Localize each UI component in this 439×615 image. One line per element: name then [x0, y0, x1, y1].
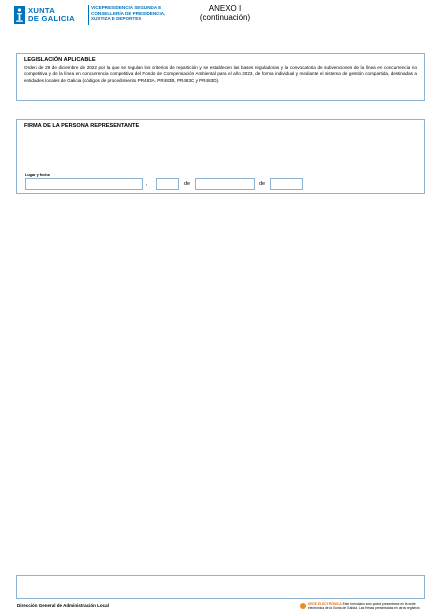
annex-subtitle: (continuación): [199, 13, 251, 22]
electronic-seal-icon: [300, 603, 306, 609]
de-separator-1: de: [184, 181, 191, 187]
legislation-section: [16, 53, 425, 101]
logo-line-2: DE GALICIA: [28, 14, 75, 23]
place-date-label: Lugar y fecha: [25, 173, 50, 177]
department-line-2: CONSELLERÍA DE PRESIDENCIA,: [91, 10, 166, 16]
signature-title: FIRMA DE LA PERSONA REPRESENTANTE: [24, 123, 140, 129]
bottom-empty-box: [16, 575, 425, 599]
year-input[interactable]: [270, 178, 303, 190]
footer-note: [308, 602, 430, 610]
annex-heading: [190, 4, 260, 22]
xunta-emblem-icon: [14, 6, 25, 24]
footer-department: Dirección General de Administración Local: [17, 603, 109, 608]
legislation-text: Orden de 29 de diciembre de 2022 por la que se regulan los criterios de repartición y se establecen las bases reguladoras y la convocatoria de subvenciones de la línea en concurrencia no competitiva y de la línea en concurrencia competitiva del Fondo de Compensación Ambiental para el año 2023, de forma individual y mediante el sistema de gestión compartida, destinadas a entidades locales de Galicia (códigos de procedimiento PR483A, PR483B, PR483C y PR483D).: [24, 65, 417, 83]
legislation-title: LEGISLACIÓN APLICABLE: [24, 57, 96, 63]
department-line-3: XUSTIZA E DEPORTES: [91, 16, 142, 22]
footer-note-text: Este formulario solo podrá presentarse en la sede electrónica de la Xunta de Galicia. Las firmas presentadas en otros registros: [308, 602, 420, 610]
month-input[interactable]: [195, 178, 255, 190]
department-name: [91, 5, 186, 22]
signature-section: [16, 119, 425, 194]
de-separator-2: de: [259, 181, 266, 187]
logo-line-1: XUNTA: [28, 6, 56, 15]
logo-text: [28, 7, 75, 23]
logo-divider: [88, 5, 89, 25]
footer-note-block: [300, 602, 430, 610]
day-input[interactable]: [156, 178, 179, 190]
annex-title: ANEXO I: [208, 4, 242, 13]
xunta-logo: [14, 4, 75, 26]
comma-separator: ,: [146, 181, 148, 187]
seal-label: SEDE ELECTRÓNICA: [308, 602, 342, 606]
department-line-1: VICEPRESIDENCIA SEGUNDA E: [91, 5, 162, 10]
place-input[interactable]: [25, 178, 143, 190]
